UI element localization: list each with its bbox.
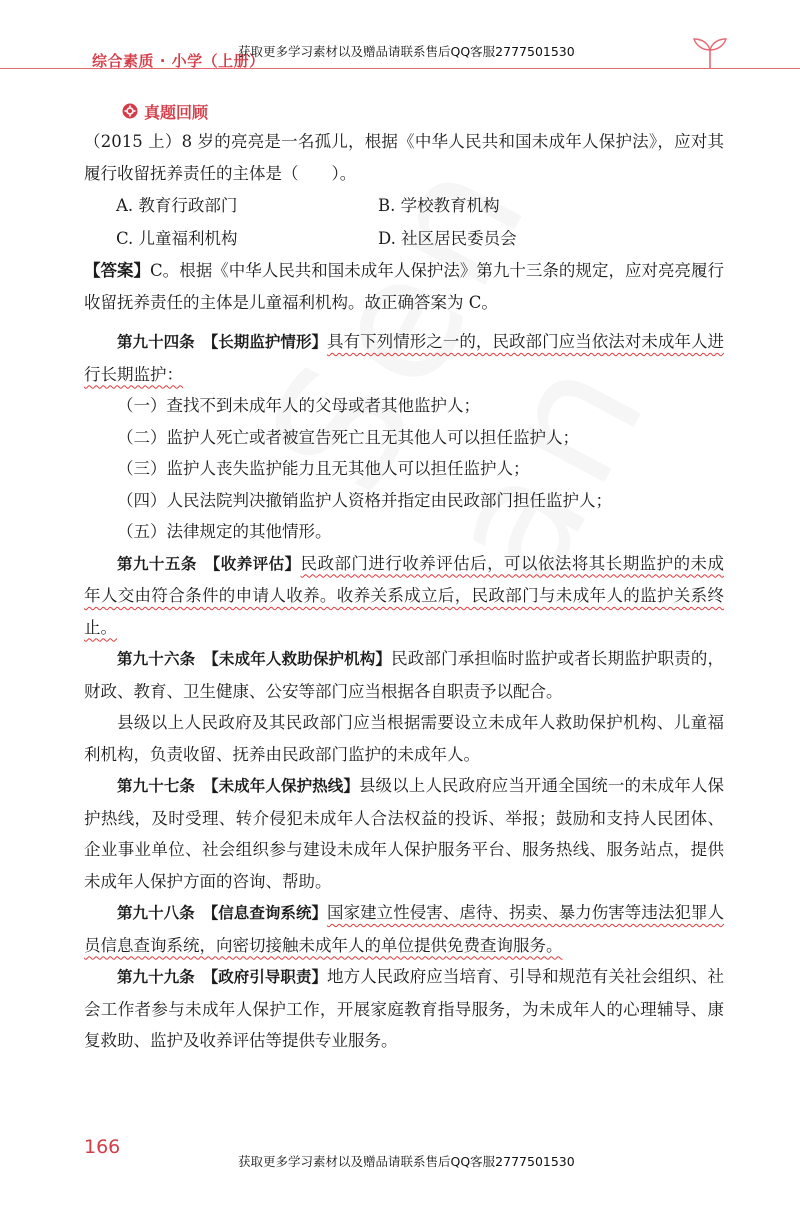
list-item: （三）监护人丧失监护能力且无其他人可以担任监护人； xyxy=(117,459,530,478)
sprout-icon xyxy=(690,36,730,70)
page-number: 166 xyxy=(84,1136,121,1158)
article-body: 县级以上人民政府应当开通全国统一的未成年人保护热线，及时受理、转介侵犯未成年人合法权益的投诉、举报；鼓励和支持人民团体、企业事业单位、社会组织参与建设未成年人保护服务平台、服务热线、服务站点，提供未成年人保护方面的咨询、帮助。 xyxy=(84,776,724,891)
book-title: 综合素质 · 小学（上册） xyxy=(92,52,265,70)
question-options xyxy=(116,189,724,255)
article-94 xyxy=(84,326,724,390)
option-a: A. 教育行政部门 xyxy=(116,196,238,215)
article-tag: 【政府引导职责】 xyxy=(202,968,328,986)
article-body: 地方人民政府应当培育、引导和规范有关社会组织、社会工作者参与未成年人保护工作，开展家庭教育指导服务，为未成年人的心理辅导、康复救助、监护及收养评估等提供专业服务。 xyxy=(84,967,724,1050)
article-tag: 【未成年人救助保护机构】 xyxy=(203,650,392,668)
option-c: C. 儿童福利机构 xyxy=(116,229,238,248)
answer-text: C。根据《中华人民共和国未成年人保护法》第九十三条的规定，应对亮亮履行收留抚养责任的主体是儿童福利机构。故正确答案为 C。 xyxy=(84,261,725,312)
gear-icon xyxy=(122,103,138,119)
article-number: 第九十六条 xyxy=(117,650,196,668)
article-tag: 【收养评估】 xyxy=(204,554,301,573)
option-b: B. 学校教育机构 xyxy=(378,196,500,215)
header-promo-text: 获取更多学习素材以及赠品请联系售后QQ客服2777501530 xyxy=(238,44,575,59)
article-96-paragraph-2: 县级以上人民政府及其民政部门应当根据需要设立未成年人救助保护机构、儿童福利机构，负责收留、抚养由民政部门监护的未成年人。 xyxy=(84,713,724,764)
article-tag: 【信息查询系统】 xyxy=(202,904,328,922)
article-number: 第九十八条 xyxy=(117,904,195,922)
article-98 xyxy=(84,897,724,961)
list-item: （四）人民法院判决撤销监护人资格并指定由民政部门担任监护人； xyxy=(117,490,612,510)
article-tag: 【未成年人保护热线】 xyxy=(202,777,359,795)
article-number: 第九十九条 xyxy=(117,968,195,986)
answer-paragraph xyxy=(84,255,724,318)
article-body: 国家建立性侵害、虐待、拐卖、暴力伤害等违法犯罪人员信息查询系统，向密切接触未成年人的单位提供免费查询服务。 xyxy=(84,903,724,955)
answer-label: 【答案】 xyxy=(84,261,151,280)
main-content xyxy=(84,96,724,1057)
list-item: （二）监护人死亡或者被宣告死亡且无其他人可以担任监护人； xyxy=(117,427,579,447)
article-body: 具有下列情形之一的，民政部门应当依法对未成年人进行长期监护： xyxy=(84,332,724,384)
article-97 xyxy=(84,770,724,897)
article-tag: 【长期监护情形】 xyxy=(202,333,328,351)
footer-promo-text: 获取更多学习素材以及赠品请联系售后QQ客服2777501530 xyxy=(238,1154,575,1169)
option-d: D. 社区居民委员会 xyxy=(378,229,517,248)
list-item: （五）法律规定的其他情形。 xyxy=(117,522,332,541)
article-number: 第九十七条 xyxy=(117,777,195,795)
article-99 xyxy=(84,961,724,1057)
article-body: 民政部门承担临时监护或者长期监护职责的，财政、教育、卫生健康、公安等部门应当根据各自职责予以配合。 xyxy=(84,649,724,701)
article-96 xyxy=(84,643,724,707)
question-text: （2015 上）8 岁的亮亮是一名孤儿，根据《中华人民共和国未成年人保护法》，应对其履行收留抚养责任的主体是（ ）。 xyxy=(84,132,724,183)
list-item: （一）查找不到未成年人的父母或者其他监护人； xyxy=(117,396,480,415)
article-95 xyxy=(84,548,724,644)
section-title: 真题回顾 xyxy=(144,102,209,122)
article-body: 民政部门进行收养评估后，可以依法将其长期监护的未成年人交由符合条件的申请人收养。收养关系成立后，民政部门与未成年人的监护关系终止。 xyxy=(84,553,724,637)
section-heading xyxy=(122,96,724,126)
article-number: 第九十五条 xyxy=(117,554,197,573)
article-number: 第九十四条 xyxy=(117,333,195,351)
